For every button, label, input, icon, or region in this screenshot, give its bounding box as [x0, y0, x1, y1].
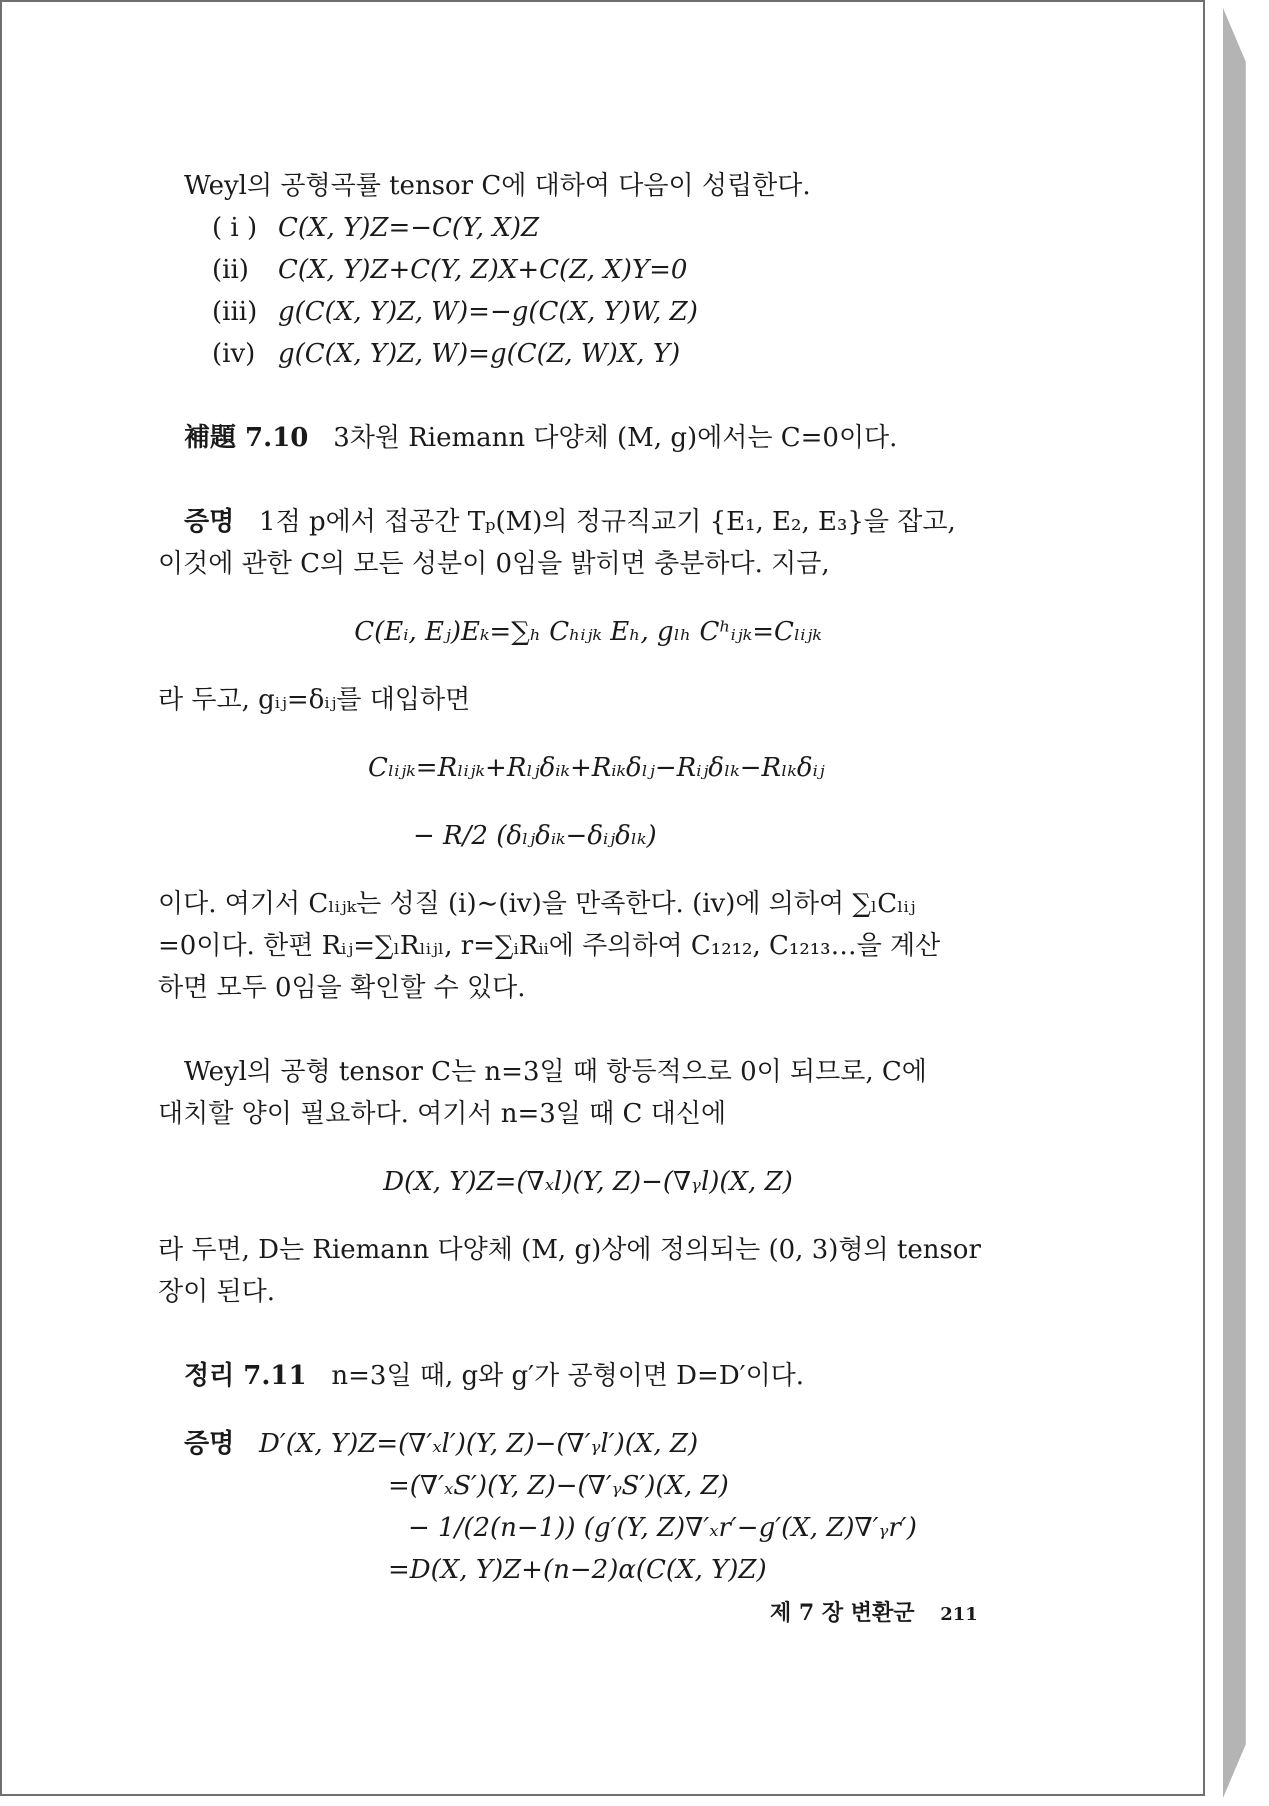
property-formula: C(X, Y)Z+C(Y, Z)X+C(Z, X)Y=0	[278, 255, 688, 285]
lemma-label: 補題 7.10	[184, 423, 309, 453]
paragraph-d-tensor	[158, 1051, 1018, 1313]
paragraph-line: 대치할 양이 필요하다. 여기서 n=3일 때 C 대신에	[158, 1099, 727, 1129]
property-formula: C(X, Y)Z=−C(Y, X)Z	[278, 213, 540, 243]
proof-label: 증명	[184, 507, 235, 537]
proof-formula: =(∇′ₓS′)(Y, Z)−(∇′ᵧS′)(X, Z)	[388, 1471, 729, 1501]
theorem-text: n=3일 때, g와 g′가 공형이면 D=D′이다.	[331, 1361, 805, 1391]
property-formula: g(C(X, Y)Z, W)=g(C(Z, W)X, Y)	[278, 339, 681, 369]
equation-d-tensor: D(X, Y)Z=(∇ₓl)(Y, Z)−(∇ᵧl)(X, Z)	[383, 1167, 793, 1197]
proof-line	[158, 1423, 1018, 1465]
equation-weyl-components-cont: − R/2 (δₗⱼδᵢₖ−δᵢⱼδₗₖ)	[413, 821, 657, 851]
property-label: (iii)	[212, 297, 258, 327]
proof-line: 이다. 여기서 Cₗᵢⱼₖ는 성질 (i)∼(iv)을 만족한다. (iv)에 의하여 ∑ₗCₗᵢⱼ	[158, 889, 916, 919]
proof-theorem	[158, 1423, 1018, 1591]
proof-formula: =D(X, Y)Z+(n−2)α(C(X, Y)Z)	[388, 1555, 767, 1585]
proof-line	[158, 501, 1018, 543]
proof-line: 이것에 관한 C의 모든 성분이 0임을 밝히면 충분하다. 지금,	[158, 549, 830, 579]
proof-line: 하면 모두 0임을 확인할 수 있다.	[158, 973, 526, 1003]
page-number: 211	[940, 1604, 978, 1625]
chapter-title: 제 7 장 변환군	[770, 1600, 915, 1626]
equation-weyl-components: Cₗᵢⱼₖ=Rₗᵢⱼₖ+Rₗⱼδᵢₖ+Rᵢₖδₗⱼ−Rᵢⱼδₗₖ−Rₗₖδᵢⱼ	[368, 753, 825, 783]
property-item	[158, 249, 1018, 291]
paragraph-line: 장이 된다.	[158, 1277, 275, 1307]
lemma-text: 3차원 Riemann 다양체 (M, g)에서는 C=0이다.	[333, 423, 898, 453]
page-content	[158, 165, 1018, 1591]
paragraph-line: 라 두면, D는 Riemann 다양체 (M, g)상에 정의되는 (0, 3)형의 tensor	[158, 1235, 981, 1265]
proof-text: 1점 p에서 접공간 Tₚ(M)의 정규직교기 {E₁, E₂, E₃}을 잡고,	[259, 507, 956, 537]
property-label: ( i )	[212, 213, 258, 243]
property-item	[158, 333, 1018, 375]
property-item	[158, 291, 1018, 333]
property-formula: g(C(X, Y)Z, W)=−g(C(X, Y)W, Z)	[278, 297, 698, 327]
proof-formula: D′(X, Y)Z=(∇′ₓl′)(Y, Z)−(∇′ᵧl′)(X, Z)	[259, 1429, 699, 1459]
property-list	[158, 207, 1018, 375]
intro-text: Weyl의 공형곡률 tensor C에 대하여 다음이 성립한다.	[184, 171, 811, 201]
property-label: (ii)	[212, 255, 249, 285]
proof-line: =0이다. 한편 Rᵢⱼ=∑ₗRₗᵢⱼₗ, r=∑ᵢRᵢᵢ에 주의하여 C₁₂₁₂, C₁₂₁₃…을 계산	[158, 931, 941, 961]
property-item	[158, 207, 1018, 249]
lemma	[158, 417, 1018, 459]
theorem	[158, 1355, 1018, 1397]
page-edge-shadow	[1223, 8, 1261, 1798]
proof-line: 라 두고, gᵢⱼ=δᵢⱼ를 대입하면	[158, 685, 471, 715]
theorem-label: 정리 7.11	[184, 1361, 307, 1391]
proof-label: 증명	[184, 1429, 235, 1459]
paragraph-line: Weyl의 공형 tensor C는 n=3일 때 항등적으로 0이 되므로, C에	[184, 1057, 927, 1087]
property-label: (iv)	[212, 339, 256, 369]
proof-formula: − 1/(2(n−1)) (g′(Y, Z)∇′ₓr′−g′(X, Z)∇′ᵧr′)	[408, 1513, 917, 1543]
proof-lemma	[158, 501, 1018, 1009]
page-footer	[770, 1596, 978, 1627]
equation-components: C(Eᵢ, Eⱼ)Eₖ=∑ₕ Cₕᵢⱼₖ Eₕ, gₗₕ Cʰᵢⱼₖ=Cₗᵢⱼₖ	[354, 617, 822, 647]
